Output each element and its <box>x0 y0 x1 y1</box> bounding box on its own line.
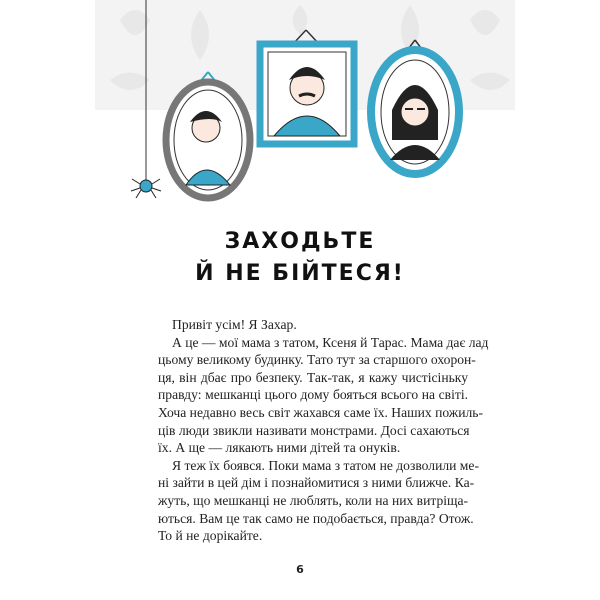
text-line: Привіт усім! Я Захар. <box>172 317 297 332</box>
text-line: ців люди звикли називати монстрами. Досі сахаються <box>158 422 470 438</box>
text-line: Хоча недавно весь світ жахався саме їх. Наших пожиль- <box>158 404 483 420</box>
text-line: А це — мої мама з татом, Ксеня й Тарас. Мама дає лад <box>172 334 489 350</box>
text-line: цьому великому будинку. Тато тут за старшого охорон- <box>158 352 476 368</box>
chapter-title-line-2: Й НЕ БІЙТЕСЯ! <box>195 261 405 286</box>
text-line: жуть, що мешканці не люблять, коли на них витріща- <box>158 492 469 508</box>
text-line: ця, він дбає про безпеку. Так-так, я кажу чистісіньку <box>158 369 468 385</box>
page-number: 6 <box>296 563 304 576</box>
text-line: ні зайти в цей дім і познайомитися з ними ближче. Ка- <box>158 475 475 491</box>
text-line: правду: мешканці цього дому бояться всього на світі. <box>158 387 468 403</box>
text-line: То й не дорікайте. <box>158 528 263 544</box>
text-line: їх. А ще — лякають ними дітей та онуків. <box>158 440 401 456</box>
text-line: Я теж їх боявся. Поки мама з татом не дозволили ме- <box>172 457 479 473</box>
portraits-illustration <box>0 0 600 215</box>
portrait-father <box>260 30 354 144</box>
text-line: ються. Вам це так само не подобається, правда? Отож. <box>158 510 474 526</box>
chapter-title-line-1: ЗАХОДЬТЕ <box>224 229 376 254</box>
body-text <box>158 316 489 545</box>
